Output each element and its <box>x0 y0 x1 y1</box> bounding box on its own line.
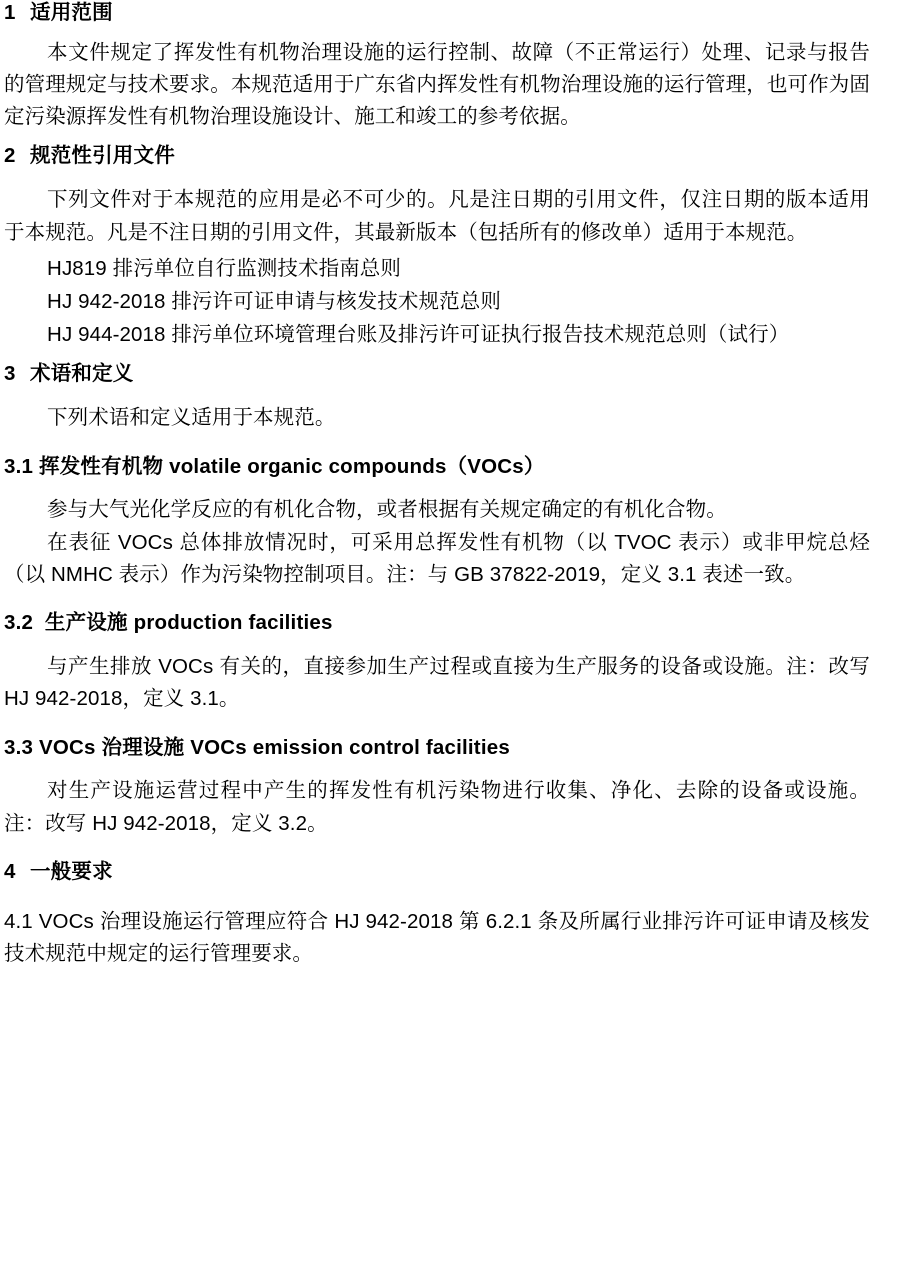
subsection-3-3-label: VOCs 治理设施 VOCs emission control facilities <box>39 735 510 759</box>
section-1-number: 1 <box>4 1 16 24</box>
section-1-paragraph-1: 本文件规定了挥发性有机物治理设施的运行控制、故障（不正常运行）处理、记录与报告的管理规定与技术要求。本规范适用于广东省内挥发性有机物治理设施的运行管理，也可作为固定污染源挥发性有机物治理设施设计、施工和竣工的参考依据。 <box>4 40 870 129</box>
subsection-heading-3-1 <box>4 454 870 481</box>
subsection-heading-3-3 <box>4 735 870 762</box>
section-1-label: 适用范围 <box>30 1 113 24</box>
section-2-label: 规范性引用文件 <box>30 143 175 167</box>
subsection-3-2-label: 生产设施 production facilities <box>44 611 333 635</box>
subsection-3-1-number: 3.1 <box>4 454 34 478</box>
subsection-3-3-paragraph-1: 对生产设施运营过程中产生的挥发性有机污染物进行收集、净化、去除的设备或设施。注：改写 HJ 942-2018，定义 3.2。 <box>4 779 870 835</box>
section-1-title <box>4 0 870 26</box>
section-heading-4 <box>4 859 870 885</box>
section-3-title <box>4 361 870 387</box>
section-heading-1 <box>4 0 870 26</box>
reference-item: HJ 944-2018 排污单位环境管理台账及排污许可证执行报告技术规范总则（试行） <box>47 322 790 346</box>
subsection-3-1-paragraph-2: 在表征 VOCs 总体排放情况时，可采用总挥发性有机物（以 TVOC 表示）或非甲烷总烃（以 NMHC 表示）作为污染物控制项目。注：与 GB 37822-2019，定义 3.1 表述一致。 <box>4 530 870 586</box>
subsection-3-1-label: 挥发性有机物 volatile organic compounds（VOCs） <box>39 454 545 478</box>
section-2-paragraph-1: 下列文件对于本规范的应用是必不可少的。凡是注日期的引用文件，仅注日期的版本适用于本规范。凡是不注日期的引用文件，其最新版本（包括所有的修改单）适用于本规范。 <box>4 188 870 244</box>
section-4-label: 一般要求 <box>30 860 113 884</box>
section-4-title <box>4 859 870 885</box>
reference-item: HJ819 排污单位自行监测技术指南总则 <box>47 257 401 281</box>
subsection-3-3-number: 3.3 <box>4 735 34 759</box>
subsection-3-1-paragraph-1: 参与大气光化学反应的有机化合物，或者根据有关规定确定的有机化合物。 <box>47 498 727 522</box>
section-2-number: 2 <box>4 143 16 167</box>
clause-4-1: 4.1 VOCs 治理设施运行管理应符合 HJ 942-2018 第 6.2.1 条及所属行业排污许可证申请及核发技术规范中规定的运行管理要求。 <box>4 909 870 966</box>
section-4-number: 4 <box>4 860 16 884</box>
section-3-number: 3 <box>4 361 16 385</box>
subsection-heading-3-2 <box>4 610 870 637</box>
section-heading-2 <box>4 143 870 169</box>
subsection-3-2-paragraph-1: 与产生排放 VOCs 有关的，直接参加生产过程或直接为生产服务的设备或设施。注：改写 HJ 942-2018，定义 3.1。 <box>4 654 870 711</box>
reference-item: HJ 942-2018 排污许可证申请与核发技术规范总则 <box>47 289 501 313</box>
section-3-paragraph-1: 下列术语和定义适用于本规范。 <box>47 406 336 430</box>
section-heading-3 <box>4 361 870 387</box>
section-3-label: 术语和定义 <box>30 361 134 385</box>
subsection-3-2-number: 3.2 <box>4 611 34 635</box>
section-2-title <box>4 143 870 169</box>
